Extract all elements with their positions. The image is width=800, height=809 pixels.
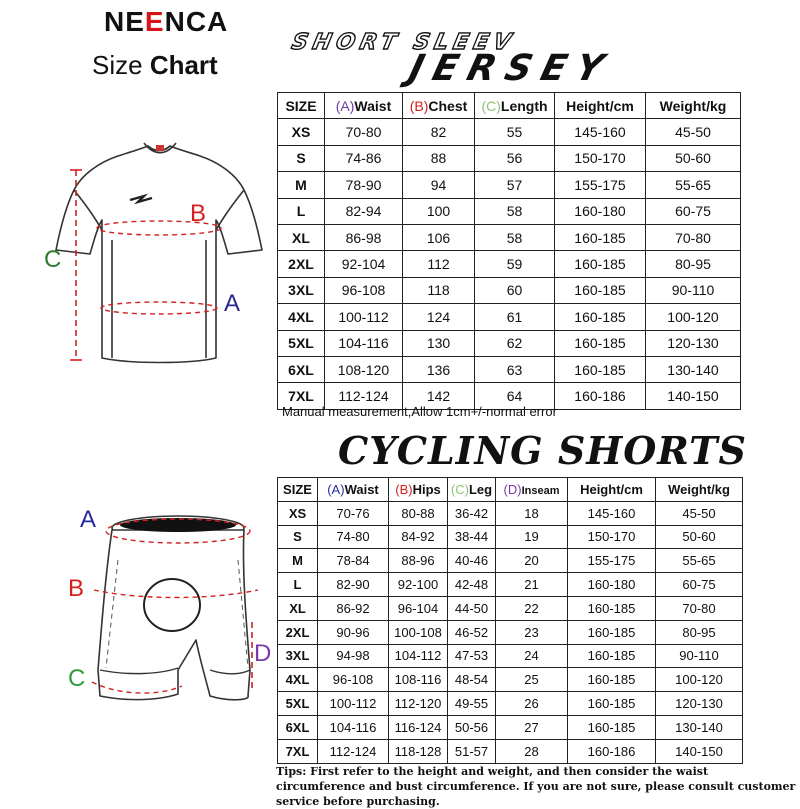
cell-weightkg: 120-130 <box>656 692 743 716</box>
cell-heightcm: 160-180 <box>568 573 656 597</box>
cell-heightcm: 160-185 <box>568 620 656 644</box>
brand-part-1: NE <box>104 6 145 37</box>
jersey-size-table <box>277 92 741 410</box>
cell-leg: 49-55 <box>448 692 496 716</box>
header-size: SIZE <box>278 93 325 119</box>
cell-weightkg: 90-110 <box>656 644 743 668</box>
header-chest: (B)Chest <box>403 93 475 119</box>
cell-size: 2XL <box>278 620 318 644</box>
cell-chest: 118 <box>403 277 475 303</box>
cell-waist: 92-104 <box>325 251 403 277</box>
cell-hips: 84-92 <box>389 525 448 549</box>
cell-weightkg: 80-95 <box>656 620 743 644</box>
shorts-title: CYCLING SHORTS <box>338 428 747 473</box>
cell-weightkg: 140-150 <box>646 383 741 409</box>
cell-chest: 112 <box>403 251 475 277</box>
cell-heightcm: 155-175 <box>568 549 656 573</box>
cell-heightcm: 145-160 <box>568 501 656 525</box>
chamois-pad <box>144 579 200 631</box>
cell-waist: 82-90 <box>318 573 389 597</box>
jersey-illustration <box>30 130 280 380</box>
shorts-label-b: B <box>68 575 85 602</box>
cell-hips: 118-128 <box>389 739 448 763</box>
cell-hips: 80-88 <box>389 501 448 525</box>
table-row <box>278 549 743 573</box>
table-row <box>278 145 741 171</box>
table-row <box>278 668 743 692</box>
cell-weightkg: 55-65 <box>646 172 741 198</box>
cell-size: 7XL <box>278 383 325 409</box>
cell-heightcm: 150-170 <box>555 145 646 171</box>
table-row <box>278 198 741 224</box>
cell-size: XS <box>278 119 325 145</box>
cell-size: 3XL <box>278 644 318 668</box>
cell-leg: 36-42 <box>448 501 496 525</box>
cell-leg: 38-44 <box>448 525 496 549</box>
table-row <box>278 356 741 382</box>
cell-heightcm: 145-160 <box>555 119 646 145</box>
table-row <box>278 119 741 145</box>
brand-part-2: NCA <box>164 6 229 37</box>
header-height: Height/cm <box>555 93 646 119</box>
cell-length: 55 <box>475 119 555 145</box>
cell-hips: 112-120 <box>389 692 448 716</box>
header-length: (C)Length <box>475 93 555 119</box>
size-word: Size <box>92 50 143 80</box>
cell-length: 58 <box>475 198 555 224</box>
cell-leg: 40-46 <box>448 549 496 573</box>
cell-weightkg: 55-65 <box>656 549 743 573</box>
waistband-inner <box>120 518 236 532</box>
table-row <box>278 715 743 739</box>
brand-e-mark: E <box>144 6 165 37</box>
table-row <box>278 620 743 644</box>
shorts-label-a: A <box>80 506 97 533</box>
cell-hips: 96-104 <box>389 596 448 620</box>
cell-heightcm: 160-186 <box>568 739 656 763</box>
cell-waist: 78-84 <box>318 549 389 573</box>
cell-inseam: 25 <box>496 668 568 692</box>
cell-hips: 92-100 <box>389 573 448 597</box>
cell-heightcm: 160-180 <box>555 198 646 224</box>
cell-weightkg: 50-60 <box>646 145 741 171</box>
cell-length: 61 <box>475 304 555 330</box>
cell-size: L <box>278 573 318 597</box>
cell-inseam: 21 <box>496 573 568 597</box>
cell-waist: 82-94 <box>325 198 403 224</box>
table-row <box>278 501 743 525</box>
cell-weightkg: 120-130 <box>646 330 741 356</box>
cell-waist: 112-124 <box>318 739 389 763</box>
jersey-title-line1: SHORT SLEEV <box>289 30 519 55</box>
cell-size: XS <box>278 501 318 525</box>
cell-waist: 94-98 <box>318 644 389 668</box>
cell-chest: 88 <box>403 145 475 171</box>
cell-heightcm: 155-175 <box>555 172 646 198</box>
cell-waist: 100-112 <box>325 304 403 330</box>
cell-length: 62 <box>475 330 555 356</box>
header-leg: (C)Leg <box>448 478 496 502</box>
shorts-label-c: C <box>68 665 86 692</box>
cell-inseam: 19 <box>496 525 568 549</box>
header-inseam: (D)Inseam <box>496 478 568 502</box>
cell-waist: 112-124 <box>325 383 403 409</box>
cell-length: 59 <box>475 251 555 277</box>
cell-weightkg: 45-50 <box>656 501 743 525</box>
shorts-label-d: D <box>254 640 272 667</box>
cell-heightcm: 160-185 <box>555 224 646 250</box>
cell-chest: 130 <box>403 330 475 356</box>
cell-waist: 74-80 <box>318 525 389 549</box>
cell-chest: 106 <box>403 224 475 250</box>
cell-weightkg: 130-140 <box>656 715 743 739</box>
cell-size: S <box>278 145 325 171</box>
table-row <box>278 525 743 549</box>
cell-size: XL <box>278 224 325 250</box>
cell-weightkg: 130-140 <box>646 356 741 382</box>
measurement-note: Manual measurement,Allow 1cm+/-normal error <box>282 404 557 419</box>
cell-length: 57 <box>475 172 555 198</box>
cell-waist: 96-108 <box>318 668 389 692</box>
jersey-title-line2: JERSEY <box>404 48 618 89</box>
cell-inseam: 22 <box>496 596 568 620</box>
cell-waist: 86-98 <box>325 224 403 250</box>
cell-heightcm: 160-186 <box>555 383 646 409</box>
cell-length: 56 <box>475 145 555 171</box>
table-row <box>278 644 743 668</box>
cell-heightcm: 150-170 <box>568 525 656 549</box>
cell-leg: 51-57 <box>448 739 496 763</box>
cell-inseam: 20 <box>496 549 568 573</box>
header-weight: Weight/kg <box>656 478 743 502</box>
table-row <box>278 692 743 716</box>
table-row <box>278 739 743 763</box>
jersey-label-a: A <box>224 290 241 317</box>
cell-weightkg: 45-50 <box>646 119 741 145</box>
cell-inseam: 24 <box>496 644 568 668</box>
cell-heightcm: 160-185 <box>568 692 656 716</box>
table-header-row <box>278 93 741 119</box>
cell-heightcm: 160-185 <box>568 644 656 668</box>
header-height: Height/cm <box>568 478 656 502</box>
cell-waist: 104-116 <box>318 715 389 739</box>
cell-leg: 42-48 <box>448 573 496 597</box>
cell-leg: 48-54 <box>448 668 496 692</box>
cell-heightcm: 160-185 <box>555 330 646 356</box>
cell-size: 6XL <box>278 715 318 739</box>
jersey-label-b: B <box>190 200 207 227</box>
cell-inseam: 27 <box>496 715 568 739</box>
cell-weightkg: 70-80 <box>656 596 743 620</box>
cell-leg: 44-50 <box>448 596 496 620</box>
jersey-body <box>56 146 262 363</box>
cell-waist: 100-112 <box>318 692 389 716</box>
cell-chest: 82 <box>403 119 475 145</box>
table-row <box>278 277 741 303</box>
cell-size: S <box>278 525 318 549</box>
cell-size: XL <box>278 596 318 620</box>
cell-hips: 100-108 <box>389 620 448 644</box>
cell-weightkg: 100-120 <box>656 668 743 692</box>
header-waist: (A)Waist <box>318 478 389 502</box>
cell-hips: 88-96 <box>389 549 448 573</box>
cell-waist: 108-120 <box>325 356 403 382</box>
cell-waist: 78-90 <box>325 172 403 198</box>
header-waist: (A)Waist <box>325 93 403 119</box>
table-row <box>278 304 741 330</box>
cell-leg: 50-56 <box>448 715 496 739</box>
cell-heightcm: 160-185 <box>568 596 656 620</box>
cell-inseam: 18 <box>496 501 568 525</box>
cell-waist: 104-116 <box>325 330 403 356</box>
cell-weightkg: 50-60 <box>656 525 743 549</box>
cell-weightkg: 140-150 <box>656 739 743 763</box>
cell-leg: 47-53 <box>448 644 496 668</box>
shorts-size-table <box>277 477 743 764</box>
cell-heightcm: 160-185 <box>555 277 646 303</box>
cell-heightcm: 160-185 <box>568 715 656 739</box>
cell-waist: 90-96 <box>318 620 389 644</box>
cell-chest: 136 <box>403 356 475 382</box>
cell-length: 63 <box>475 356 555 382</box>
cell-heightcm: 160-185 <box>555 304 646 330</box>
cell-weightkg: 70-80 <box>646 224 741 250</box>
table-row <box>278 330 741 356</box>
cell-hips: 104-112 <box>389 644 448 668</box>
cell-waist: 70-80 <box>325 119 403 145</box>
cell-waist: 96-108 <box>325 277 403 303</box>
cell-chest: 142 <box>403 383 475 409</box>
cell-inseam: 23 <box>496 620 568 644</box>
brand-logo <box>104 6 228 38</box>
cell-chest: 124 <box>403 304 475 330</box>
jersey-collar-tag <box>156 145 164 151</box>
cell-leg: 46-52 <box>448 620 496 644</box>
header-hips: (B)Hips <box>389 478 448 502</box>
cell-weightkg: 80-95 <box>646 251 741 277</box>
cell-size: 6XL <box>278 356 325 382</box>
cell-length: 58 <box>475 224 555 250</box>
header-size: SIZE <box>278 478 318 502</box>
cell-size: 3XL <box>278 277 325 303</box>
cell-waist: 74-86 <box>325 145 403 171</box>
cell-size: 4XL <box>278 668 318 692</box>
cell-waist: 86-92 <box>318 596 389 620</box>
table-header-row <box>278 478 743 502</box>
cell-weightkg: 60-75 <box>656 573 743 597</box>
cell-size: 4XL <box>278 304 325 330</box>
cell-size: 5XL <box>278 692 318 716</box>
cell-waist: 70-76 <box>318 501 389 525</box>
cell-size: L <box>278 198 325 224</box>
cell-heightcm: 160-185 <box>555 251 646 277</box>
cell-size: 5XL <box>278 330 325 356</box>
chart-word: Chart <box>149 50 218 80</box>
table-row <box>278 573 743 597</box>
cell-weightkg: 60-75 <box>646 198 741 224</box>
header-weight: Weight/kg <box>646 93 741 119</box>
cell-inseam: 28 <box>496 739 568 763</box>
table-row <box>278 172 741 198</box>
cell-chest: 94 <box>403 172 475 198</box>
table-row <box>278 224 741 250</box>
cell-size: 2XL <box>278 251 325 277</box>
cell-hips: 108-116 <box>389 668 448 692</box>
table-row <box>278 596 743 620</box>
cell-hips: 116-124 <box>389 715 448 739</box>
cell-size: M <box>278 172 325 198</box>
cell-length: 64 <box>475 383 555 409</box>
cell-length: 60 <box>475 277 555 303</box>
table-row <box>278 251 741 277</box>
sizing-tips: Tips: First refer to the height and weight, and then consider the waist circumference and bust circumference. If you are not sure, please consult customer service before purchasing. <box>276 765 796 808</box>
cell-chest: 100 <box>403 198 475 224</box>
cell-heightcm: 160-185 <box>568 668 656 692</box>
cell-size: 7XL <box>278 739 318 763</box>
cell-weightkg: 100-120 <box>646 304 741 330</box>
cell-size: M <box>278 549 318 573</box>
size-chart-heading <box>92 50 218 81</box>
cell-weightkg: 90-110 <box>646 277 741 303</box>
cell-inseam: 26 <box>496 692 568 716</box>
jersey-label-c: C <box>44 246 62 273</box>
cell-heightcm: 160-185 <box>555 356 646 382</box>
